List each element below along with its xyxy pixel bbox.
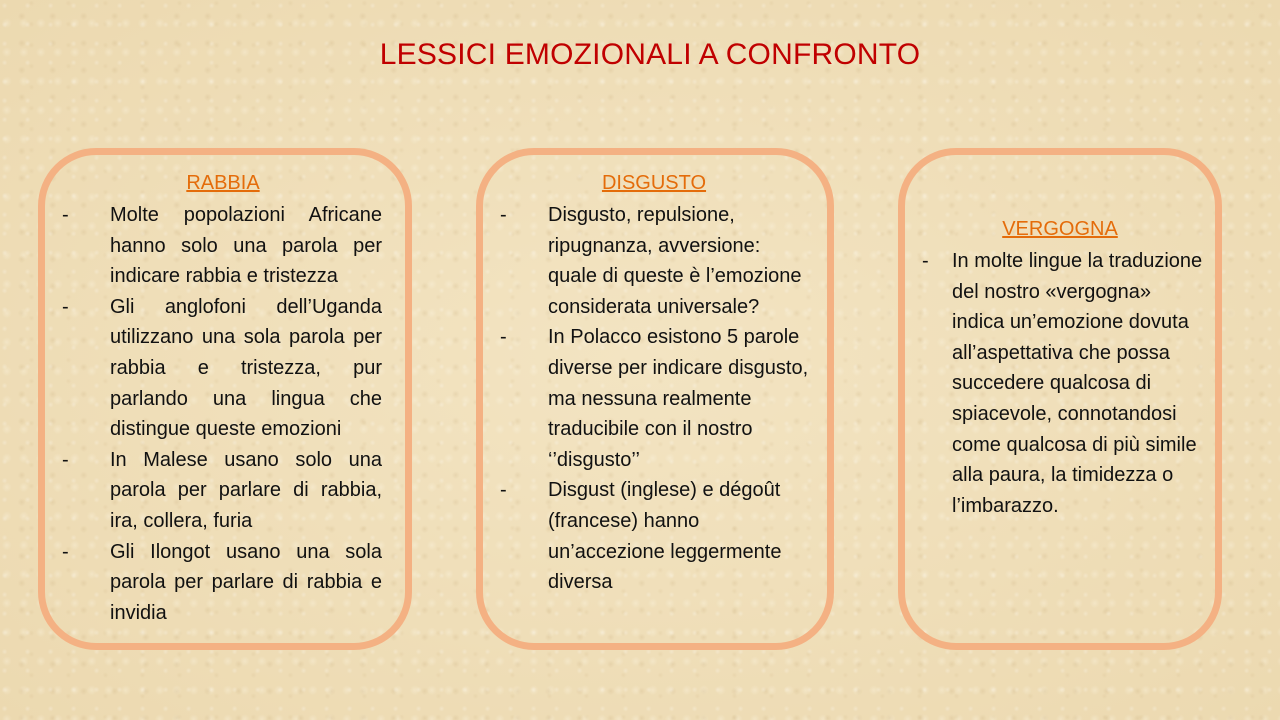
bullet-dash: - — [922, 250, 929, 272]
bullet-text: Disgusto, repulsione, ripugnanza, avversione: quale di queste è l’emozione considerata universale? — [548, 204, 802, 318]
card-heading-rabbia: RABBIA — [186, 172, 260, 194]
bullet-dash: - — [62, 204, 69, 226]
bullet-dash: - — [500, 204, 507, 226]
bullet-text: Disgust (inglese) e dégoût (francese) hanno un’accezione leggermente diversa — [548, 479, 782, 594]
bullet-text: In Polacco esistono 5 parole diverse per indicare disgusto, ma nessuna realmente traducibile con il nostro ‘’disgusto’’ — [548, 326, 809, 471]
bullet-text: Molte popolazioni Africane hanno solo una parola per indicare rabbia e tristezza — [110, 204, 382, 288]
list-item — [922, 246, 1204, 521]
bullet-dash: - — [62, 448, 69, 471]
bullet-list-vergogna — [922, 246, 1204, 521]
list-item — [500, 322, 810, 475]
bullet-text: Gli Ilongot usano una sola parola per parlare di rabbia e invidia — [110, 540, 382, 624]
card-heading-vergogna: VERGOGNA — [1002, 218, 1118, 240]
card-heading-disgusto: DISGUSTO — [601, 172, 707, 194]
list-item — [500, 475, 810, 597]
list-item — [62, 292, 382, 445]
list-item — [62, 537, 382, 629]
bullet-dash: - — [62, 295, 69, 318]
bullet-list-disgusto — [500, 200, 810, 598]
bullet-dash: - — [500, 326, 507, 349]
bullet-dash: - — [500, 479, 507, 502]
bullet-list-rabbia — [62, 200, 382, 628]
list-item — [62, 445, 382, 537]
bullet-text: Gli anglofoni dell’Uganda utilizzano una sola parola per rabbia e tristezza, pur parlando una lingua che distingue queste emozioni — [110, 295, 382, 441]
bullet-dash: - — [62, 540, 69, 563]
slide-title: LESSICI EMOZIONALI A CONFRONTO — [379, 38, 921, 71]
bullet-text: In Malese usano solo una parola per parlare di rabbia, ira, collera, furia — [110, 448, 382, 532]
list-item — [500, 200, 810, 322]
list-item — [62, 200, 382, 292]
bullet-text: In molte lingue la traduzione del nostro «vergogna» indica un’emozione dovuta all’aspettativa che possa succedere qualcosa di spiacevole, connotandosi come qualcosa di più simile alla paura, la timidezza o l’imbarazzo. — [952, 250, 1203, 517]
